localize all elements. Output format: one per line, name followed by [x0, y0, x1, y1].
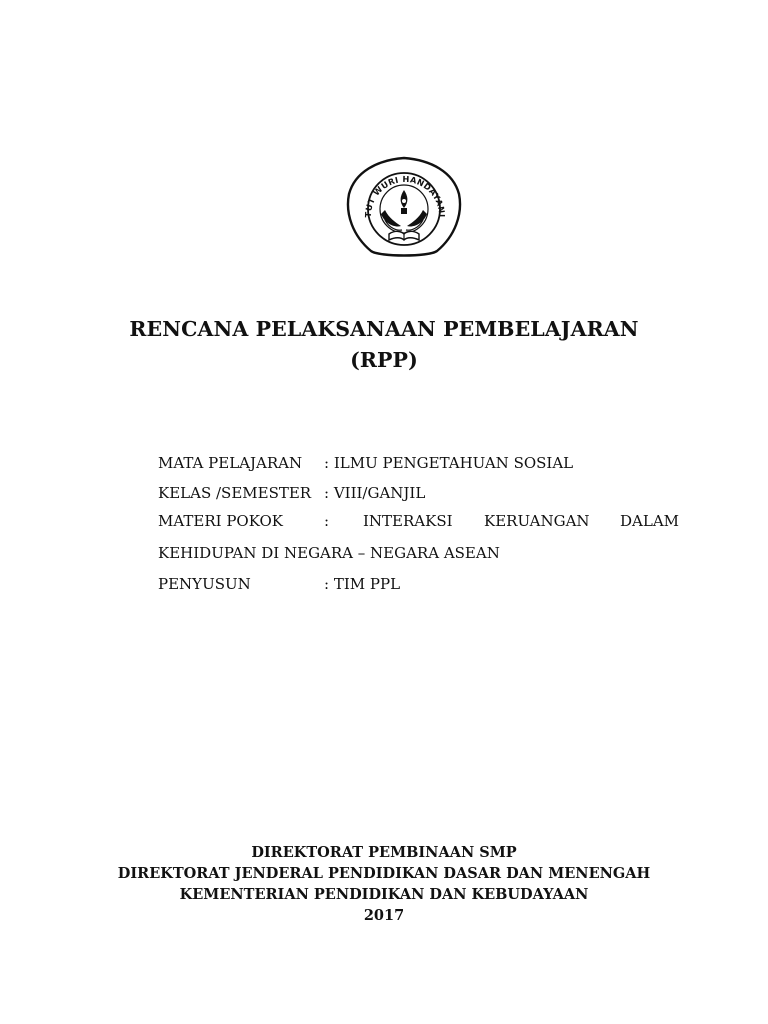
label-mata-pelajaran: MATA PELAJARAN	[158, 454, 303, 472]
label-materi-pokok: MATERI POKOK	[158, 512, 284, 530]
title-line-2: (RPP)	[350, 348, 418, 372]
title-line-1: RENCANA PELAKSANAAN PEMBELAJARAN	[129, 317, 639, 341]
info-row-kelas-semester	[158, 483, 675, 503]
materi-pokok-word-1: INTERAKSI	[363, 512, 453, 530]
svg-text:TUT WURI HANDAYANI: TUT WURI HANDAYANI	[362, 173, 448, 218]
value-penyusun: : TIM PPL	[324, 575, 401, 593]
label-kelas-semester: KELAS /SEMESTER	[158, 484, 312, 502]
info-row-materi-pokok	[158, 511, 680, 533]
info-row-materi-continuation	[158, 543, 675, 563]
materi-pokok-word-3: DALAM	[620, 512, 680, 530]
materi-pokok-word-2: KERUANGAN	[484, 512, 590, 530]
info-row-penyusun	[158, 574, 675, 594]
value-materi-pokok-continuation: KEHIDUPAN DI NEGARA – NEGARA ASEAN	[158, 544, 500, 562]
materi-pokok-colon: :	[324, 512, 330, 530]
document-title	[0, 314, 768, 376]
label-penyusun: PENYUSUN	[158, 575, 251, 593]
footer-line-3: KEMENTERIAN PENDIDIKAN DAN KEBUDAYAAN	[179, 886, 589, 903]
institution-footer	[0, 842, 768, 926]
footer-year: 2017	[363, 907, 405, 924]
tut-wuri-handayani-emblem-icon	[345, 154, 463, 260]
value-mata-pelajaran: : ILMU PENGETAHUAN SOSIAL	[324, 454, 574, 472]
value-kelas-semester: : VIII/GANJIL	[324, 484, 426, 502]
footer-line-1: DIREKTORAT PEMBINAAN SMP	[251, 844, 517, 861]
info-row-mata-pelajaran	[158, 453, 675, 473]
footer-line-2: DIREKTORAT JENDERAL PENDIDIKAN DASAR DAN MENENGAH	[117, 865, 651, 882]
